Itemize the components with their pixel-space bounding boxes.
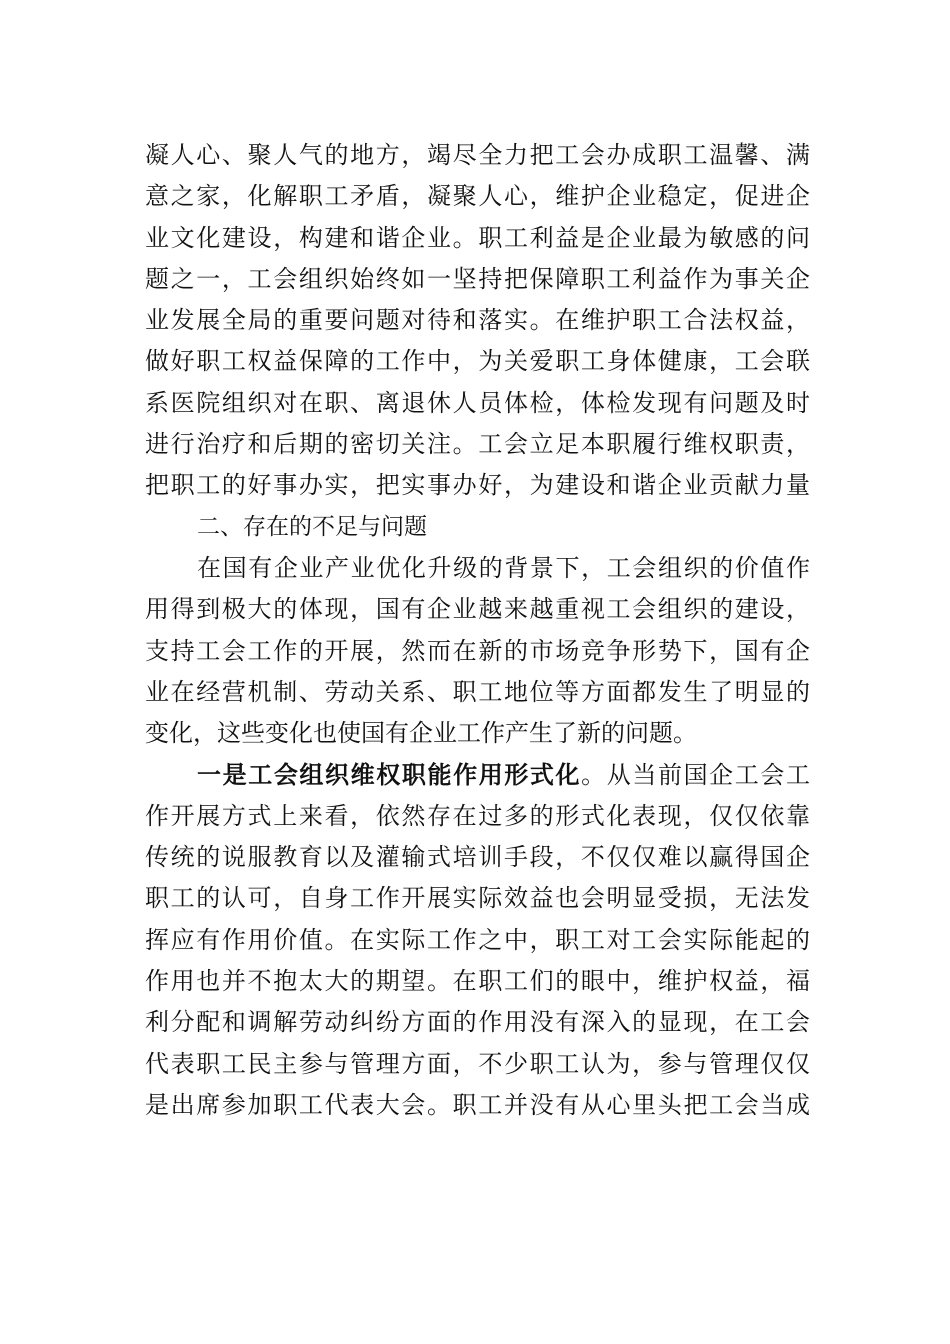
text-line: 利分配和调解劳动纠纷方面的作用没有深入的显现，在工会 <box>145 1008 810 1037</box>
text-line: 作用也并不抱太大的期望。在职工们的眼中，维护权益，福 <box>145 966 810 995</box>
text-line: 意之家，化解职工矛盾，凝聚人心，维护企业稳定，促进企 <box>145 182 810 211</box>
text-line: 职工的认可，自身工作开展实际效益也会明显受损，无法发 <box>145 884 810 913</box>
text-line: 题之一，工会组织始终如一坚持把保障职工利益作为事关企 <box>145 264 810 293</box>
text-line: 业发展全局的重要问题对待和落实。在维护职工合法权益， <box>145 306 810 335</box>
text-line: 变化，这些变化也使国有企业工作产生了新的问题。 <box>145 719 697 748</box>
text-line: 业文化建设，构建和谐企业。职工利益是企业最为敏感的问 <box>145 223 810 252</box>
bold-lead-phrase: 一是工会组织维权职能作用形式化 <box>197 760 582 790</box>
document-body <box>145 135 810 1126</box>
text-line: 进行治疗和后期的密切关注。工会立足本职履行维权职责， <box>145 430 810 459</box>
text-line: 做好职工权益保障的工作中，为关爱职工身体健康，工会联 <box>145 347 810 376</box>
text-line: 系医院组织对在职、离退休人员体检，体检发现有问题及时 <box>145 388 810 417</box>
text-line: 是出席参加职工代表大会。职工并没有从心里头把工会当成 <box>145 1090 810 1119</box>
paragraph-3 <box>145 754 810 1126</box>
text-line: 用得到极大的体现，国有企业越来越重视工会组织的建设， <box>145 595 810 624</box>
text-line: 业在经营机制、劳动关系、职工地位等方面都发生了明显的 <box>145 677 810 706</box>
text-line: 作开展方式上来看，依然存在过多的形式化表现，仅仅依靠 <box>145 801 810 830</box>
text-line: 支持工会工作的开展，然而在新的市场竞争形势下，国有企 <box>145 636 810 665</box>
text-line: 代表职工民主参与管理方面，不少职工认为，参与管理仅仅 <box>145 1049 810 1078</box>
text-line: 传统的说服教育以及灌输式培训手段，不仅仅难以赢得国企 <box>145 843 810 872</box>
paragraph-2 <box>145 548 810 754</box>
paragraph-1 <box>145 135 810 507</box>
text-line <box>145 754 810 795</box>
text-line: 把职工的好事办实，把实事办好，为建设和谐企业贡献力量 <box>145 471 810 500</box>
text-line: 凝人心、聚人气的地方，竭尽全力把工会办成职工温馨、满 <box>145 141 810 169</box>
text-span: 。从当前国企工会工 <box>581 761 811 790</box>
text-line: 在国有企业产业优化升级的背景下，工会组织的价值作 <box>197 553 810 582</box>
section-heading: 二、存在的不足与问题 <box>197 513 427 540</box>
text-line: 挥应有作用价值。在实际工作之中，职工对工会实际能起的 <box>145 925 810 954</box>
